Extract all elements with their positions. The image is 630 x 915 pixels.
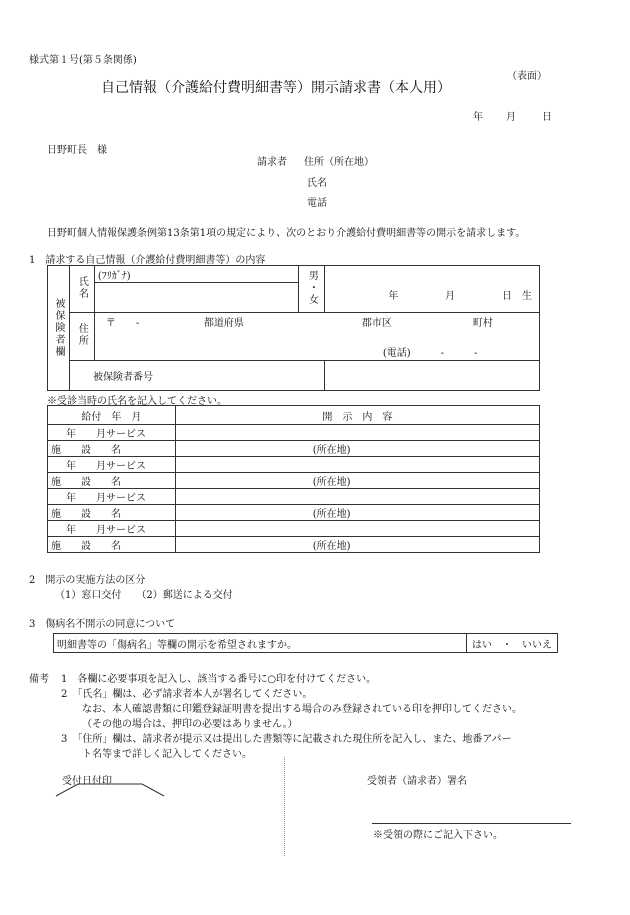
- location-3[interactable]: (所在地): [175, 505, 539, 521]
- insured-number-label: 被保険者番号: [70, 361, 325, 391]
- service-date-2[interactable]: 年 月サービス: [48, 457, 176, 473]
- requester-phone: 電話: [307, 198, 327, 209]
- facility-1[interactable]: 施 設 名: [48, 441, 176, 457]
- facility-3[interactable]: 施 設 名: [48, 505, 176, 521]
- disclosure-table: [47, 405, 540, 553]
- content-cell-4[interactable]: [175, 521, 539, 537]
- date-day: 日: [542, 112, 552, 123]
- insured-number-input[interactable]: [325, 361, 540, 391]
- name-note: ※受診当時の氏名を記入してください。: [47, 396, 227, 407]
- requester-name: 氏名: [307, 178, 327, 189]
- divider: [284, 757, 285, 856]
- address-line-cell[interactable]: 〒 - 都道府県 郡市区 町村: [94, 313, 539, 330]
- name-input-cell[interactable]: [94, 283, 299, 313]
- insured-table: [47, 265, 540, 391]
- consent-question: 明細書等の「傷病名」等欄の開示を希望されますか。: [54, 634, 467, 653]
- birth-cell[interactable]: 年 月 日 生: [325, 266, 540, 313]
- location-4[interactable]: (所在地): [175, 537, 539, 553]
- form-number: 様式第１号(第５条関係): [29, 55, 137, 66]
- address-label: 住所: [70, 313, 95, 361]
- consent-table: [53, 633, 558, 653]
- gender-cell[interactable]: 男・女: [299, 266, 325, 313]
- date-month: 月: [506, 112, 516, 123]
- remark-3: 3 「住所」欄は、請求者が提示又は提出した書類等に記載された現住所を記入し、また、地番アパー: [61, 734, 512, 745]
- date-year: 年: [473, 112, 483, 123]
- requester-label: 請求者: [257, 157, 287, 168]
- service-date-3[interactable]: 年 月サービス: [48, 489, 176, 505]
- address-blank-cell[interactable]: [94, 330, 539, 344]
- intro-text: 日野町個人情報保護条例第13条第1項の規定により、次のとおり介護給付費明細書等の開示を請求します。: [47, 228, 526, 239]
- header-date: 給付 年 月: [48, 406, 176, 425]
- location-1[interactable]: (所在地): [175, 441, 539, 457]
- content-cell-3[interactable]: [175, 489, 539, 505]
- signature-note: ※受領の際にご記入下さい。: [373, 830, 503, 841]
- remarks-label: 備考: [29, 674, 49, 685]
- location-2[interactable]: (所在地): [175, 473, 539, 489]
- stamp-arc: [55, 783, 165, 797]
- delivery-options[interactable]: （1）窓口交付 （2）郵送による交付: [55, 590, 233, 601]
- name-label: 氏名: [70, 266, 95, 313]
- requester-address: 住所（所在地）: [304, 157, 374, 168]
- insured-label-cell: 被保険者欄: [48, 266, 70, 391]
- addressee: 日野町長 様: [47, 145, 107, 156]
- section3-heading: 3 傷病名不開示の同意について: [29, 619, 176, 630]
- signature-line[interactable]: [372, 823, 571, 824]
- header-content: 開 示 内 容: [175, 406, 539, 425]
- stamp-label: 受付日付印: [62, 776, 112, 787]
- side-label: （表面）: [507, 71, 547, 82]
- signature-label: 受領者（請求者）署名: [367, 776, 467, 787]
- furigana-cell[interactable]: (ﾌﾘｶﾞﾅ): [94, 266, 299, 283]
- remark-1: 1 各欄に必要事項を記入し、該当する番号に○印を付けてください。: [61, 674, 377, 685]
- remark-2-sub: （その他の場合は、押印の必要はありません。）: [82, 719, 298, 730]
- page-title: 自己情報（介護給付費明細書等）開示請求書（本人用）: [101, 80, 451, 96]
- consent-answer[interactable]: はい ・ いいえ: [467, 634, 558, 653]
- service-date-4[interactable]: 年 月サービス: [48, 521, 176, 537]
- section2-heading: 2 開示の実施方法の区分: [29, 575, 146, 586]
- remark-2: 2 「氏名」欄は、必ず請求者本人が署名してください。: [61, 689, 313, 700]
- content-cell-1[interactable]: [175, 425, 539, 441]
- service-date-1[interactable]: 年 月サービス: [48, 425, 176, 441]
- facility-2[interactable]: 施 設 名: [48, 473, 176, 489]
- facility-4[interactable]: 施 設 名: [48, 537, 176, 553]
- remark-2-note: なお、本人確認書類に印鑑登録証明書を提出する場合のみ登録されている印を押印してください。: [82, 704, 522, 715]
- content-cell-2[interactable]: [175, 457, 539, 473]
- address-phone-cell[interactable]: (電話) - -: [94, 344, 539, 361]
- remark-3-cont: ト名等まで詳しく記入してください。: [82, 749, 252, 760]
- section1-heading: 1 請求する自己情報（介護給付費明細書等）の内容: [29, 255, 266, 266]
